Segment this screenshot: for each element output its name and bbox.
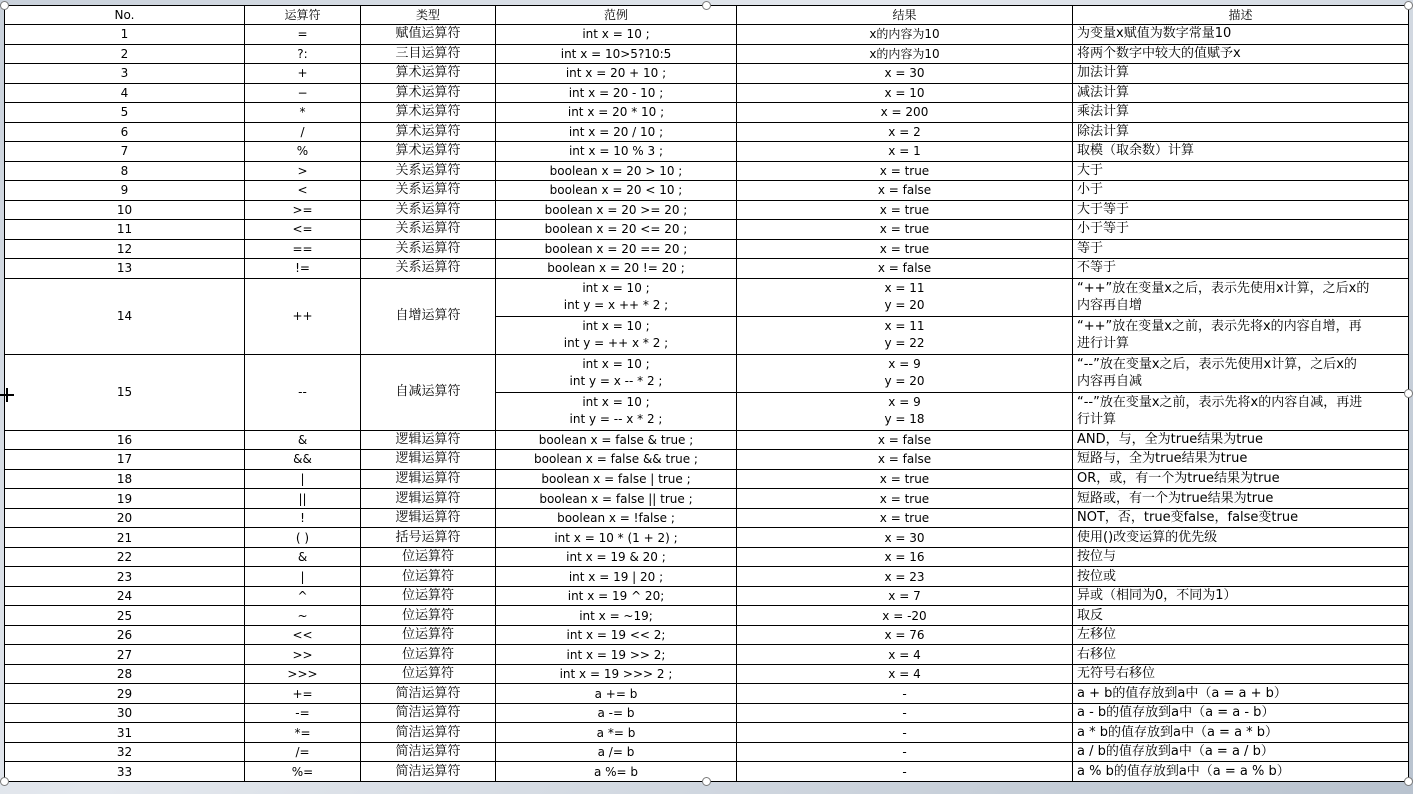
cell-result: - <box>737 723 1073 743</box>
example-line-1: int x = 10 ; <box>582 357 650 372</box>
cell-no: 27 <box>5 645 245 665</box>
cell-type: 关系运算符 <box>361 239 496 259</box>
cell-type: 简洁运算符 <box>361 762 496 782</box>
cell-example: boolean x = false || true ; <box>496 489 737 509</box>
cell-no: 12 <box>5 239 245 259</box>
header-type: 类型 <box>361 6 496 25</box>
cell-result: x = 16 <box>737 547 1073 567</box>
cell-example <box>496 354 737 392</box>
cell-no: 20 <box>5 508 245 528</box>
cell-result: - <box>737 684 1073 704</box>
cell-description: 将两个数字中较大的值赋予x <box>1073 44 1409 64</box>
move-cursor-icon <box>0 388 14 402</box>
header-example: 范例 <box>496 6 737 25</box>
cell-result: x = false <box>737 430 1073 450</box>
header-no: No. <box>5 6 245 25</box>
cell-description: 无符号右移位 <box>1073 664 1409 684</box>
cell-operator: /= <box>245 742 361 762</box>
table-row <box>5 220 1409 240</box>
table-row <box>5 645 1409 665</box>
desc-line-1: “++”放在变量x之前，表示先将x的内容自增，再 <box>1077 319 1362 335</box>
cell-description: OR，或，有一个为true结果为true <box>1073 469 1409 489</box>
cell-operator: >> <box>245 645 361 665</box>
cell-result: x = 4 <box>737 664 1073 684</box>
resize-handle-top-center[interactable] <box>702 1 711 10</box>
table-row <box>5 664 1409 684</box>
table-row-dec-a <box>5 354 1409 392</box>
resize-handle-bottom-right[interactable] <box>1404 777 1413 786</box>
table-row <box>5 44 1409 64</box>
cell-type: 逻辑运算符 <box>361 489 496 509</box>
table-row <box>5 606 1409 626</box>
cell-result: x = true <box>737 508 1073 528</box>
cell-operator: <= <box>245 220 361 240</box>
cell-type: 简洁运算符 <box>361 684 496 704</box>
result-line-1: x = 11 <box>884 281 925 296</box>
table-row <box>5 489 1409 509</box>
result-line-1: x = 11 <box>884 319 925 334</box>
cell-operator: && <box>245 450 361 470</box>
cell-result: x = 10 <box>737 83 1073 103</box>
cell-example: int x = 10>5?10:5 <box>496 44 737 64</box>
cell-operator: == <box>245 239 361 259</box>
cell-example: boolean x = 20 > 10 ; <box>496 161 737 181</box>
example-line-1: int x = 10 ; <box>582 281 650 296</box>
cell-example: int x = 19 ^ 20; <box>496 586 737 606</box>
cell-result: x = 23 <box>737 567 1073 587</box>
cell-no: 2 <box>5 44 245 64</box>
cell-example: int x = 10 ; <box>496 25 737 45</box>
cell-description: 右移位 <box>1073 645 1409 665</box>
cell-type: 关系运算符 <box>361 161 496 181</box>
cell-result: x = true <box>737 469 1073 489</box>
table-row <box>5 259 1409 279</box>
cell-operator: * <box>245 103 361 123</box>
cell-description: 左移位 <box>1073 625 1409 645</box>
cell-result: x = 30 <box>737 528 1073 548</box>
operator-table <box>4 5 1409 782</box>
cell-type: 自减运算符 <box>361 354 496 430</box>
example-line-2: int y = -- x * 2 ; <box>569 412 663 427</box>
resize-handle-top-left[interactable] <box>0 1 9 10</box>
resize-handle-top-right[interactable] <box>1404 1 1413 10</box>
cell-type: 自增运算符 <box>361 278 496 354</box>
cell-result: x = 2 <box>737 122 1073 142</box>
cell-example: a -= b <box>496 703 737 723</box>
cell-type: 简洁运算符 <box>361 723 496 743</box>
cell-type: 位运算符 <box>361 625 496 645</box>
cell-description: a % b的值存放到a中（a = a % b） <box>1073 762 1409 782</box>
cell-result: x = 4 <box>737 645 1073 665</box>
cell-no: 16 <box>5 430 245 450</box>
cell-example: int x = 19 << 2; <box>496 625 737 645</box>
cell-example: boolean x = 20 != 20 ; <box>496 259 737 279</box>
resize-handle-bottom-center[interactable] <box>702 777 711 786</box>
cell-example: int x = 19 >>> 2 ; <box>496 664 737 684</box>
header-operator: 运算符 <box>245 6 361 25</box>
cell-description: 除法计算 <box>1073 122 1409 142</box>
desc-line-1: “++”放在变量x之后，表示先使用x计算，之后x的 <box>1077 281 1370 297</box>
cell-result <box>737 392 1073 430</box>
cell-result: x = false <box>737 259 1073 279</box>
cell-description: 短路与，全为true结果为true <box>1073 450 1409 470</box>
cell-type: 赋值运算符 <box>361 25 496 45</box>
result-line-1: x = 9 <box>888 357 921 372</box>
table-row <box>5 181 1409 201</box>
table-row <box>5 469 1409 489</box>
desc-line-1: “--”放在变量x之前，表示先将x的内容自减，再进 <box>1077 395 1363 411</box>
cell-example: boolean x = 20 == 20 ; <box>496 239 737 259</box>
cell-type: 算术运算符 <box>361 83 496 103</box>
desc-line-2: 内容再自增 <box>1077 298 1143 314</box>
cell-type: 逻辑运算符 <box>361 469 496 489</box>
cell-no: 17 <box>5 450 245 470</box>
table-row <box>5 161 1409 181</box>
header-description: 描述 <box>1073 6 1409 25</box>
cell-example: int x = ~19; <box>496 606 737 626</box>
cell-type: 位运算符 <box>361 664 496 684</box>
cell-result: x = true <box>737 200 1073 220</box>
cell-operator: -- <box>245 354 361 430</box>
cell-type: 算术运算符 <box>361 103 496 123</box>
cell-operator: != <box>245 259 361 279</box>
cell-no: 23 <box>5 567 245 587</box>
cell-operator: *= <box>245 723 361 743</box>
cell-no: 28 <box>5 664 245 684</box>
cell-example: boolean x = false | true ; <box>496 469 737 489</box>
table-row <box>5 83 1409 103</box>
example-line-2: int y = x ++ * 2 ; <box>563 298 669 313</box>
cell-operator: − <box>245 83 361 103</box>
cell-operator: & <box>245 547 361 567</box>
cell-description: 为变量x赋值为数字常量10 <box>1073 25 1409 45</box>
cell-no: 6 <box>5 122 245 142</box>
cell-operator: >>> <box>245 664 361 684</box>
cell-no: 4 <box>5 83 245 103</box>
cell-description <box>1073 392 1409 430</box>
cell-result: x = 30 <box>737 64 1073 84</box>
cell-type: 括号运算符 <box>361 528 496 548</box>
cell-operator: += <box>245 684 361 704</box>
cell-result <box>737 278 1073 316</box>
cell-description: 短路或，有一个为true结果为true <box>1073 489 1409 509</box>
cell-result: x = -20 <box>737 606 1073 626</box>
cell-result: - <box>737 762 1073 782</box>
cell-result <box>737 316 1073 354</box>
cell-no: 11 <box>5 220 245 240</box>
cell-operator: | <box>245 469 361 489</box>
cell-type: 位运算符 <box>361 567 496 587</box>
cell-type: 关系运算符 <box>361 200 496 220</box>
cell-no: 14 <box>5 278 245 354</box>
desc-line-2: 行计算 <box>1077 412 1117 428</box>
table-row <box>5 200 1409 220</box>
result-line-2: y = 18 <box>884 412 925 427</box>
cell-operator: ( ) <box>245 528 361 548</box>
cell-description: 使用()改变运算的优先级 <box>1073 528 1409 548</box>
result-line-2: y = 22 <box>884 336 925 351</box>
cell-type: 逻辑运算符 <box>361 430 496 450</box>
cell-operator: ~ <box>245 606 361 626</box>
cell-operator: / <box>245 122 361 142</box>
resize-handle-middle-right[interactable] <box>1404 389 1413 398</box>
operator-table-sheet[interactable] <box>4 5 1408 782</box>
desc-line-2: 内容再自减 <box>1077 374 1143 390</box>
cell-description: a * b的值存放到a中（a = a * b） <box>1073 723 1409 743</box>
cell-operator: >= <box>245 200 361 220</box>
cell-type: 位运算符 <box>361 586 496 606</box>
cell-type: 关系运算符 <box>361 181 496 201</box>
result-line-1: x = 9 <box>888 395 921 410</box>
cell-operator: < <box>245 181 361 201</box>
cell-example: boolean x = 20 >= 20 ; <box>496 200 737 220</box>
cell-example: int x = 20 * 10 ; <box>496 103 737 123</box>
table-row <box>5 122 1409 142</box>
cell-operator: | <box>245 567 361 587</box>
cell-example: int x = 20 + 10 ; <box>496 64 737 84</box>
table-row <box>5 142 1409 162</box>
table-row <box>5 567 1409 587</box>
cell-type: 三目运算符 <box>361 44 496 64</box>
cell-description: 取模（取余数）计算 <box>1073 142 1409 162</box>
cell-example <box>496 392 737 430</box>
cell-result: x = true <box>737 161 1073 181</box>
cell-operator: & <box>245 430 361 450</box>
cell-result: x的内容为10 <box>737 44 1073 64</box>
cell-result: x的内容为10 <box>737 25 1073 45</box>
cell-result: x = 1 <box>737 142 1073 162</box>
cell-example: boolean x = 20 <= 20 ; <box>496 220 737 240</box>
cell-result: - <box>737 703 1073 723</box>
example-line-1: int x = 10 ; <box>582 319 650 334</box>
table-row <box>5 239 1409 259</box>
cell-description: 小于 <box>1073 181 1409 201</box>
table-row <box>5 430 1409 450</box>
cell-example <box>496 278 737 316</box>
cell-operator: % <box>245 142 361 162</box>
cell-description: 小于等于 <box>1073 220 1409 240</box>
cell-operator: -= <box>245 703 361 723</box>
cell-type: 简洁运算符 <box>361 703 496 723</box>
cell-example: boolean x = 20 < 10 ; <box>496 181 737 201</box>
cell-no: 30 <box>5 703 245 723</box>
cell-operator: ! <box>245 508 361 528</box>
cell-result: x = 76 <box>737 625 1073 645</box>
cell-description: 不等于 <box>1073 259 1409 279</box>
result-line-2: y = 20 <box>884 298 925 313</box>
cell-type: 关系运算符 <box>361 220 496 240</box>
desc-line-2: 进行计算 <box>1077 336 1130 352</box>
table-row <box>5 586 1409 606</box>
cell-no: 26 <box>5 625 245 645</box>
cell-example: a += b <box>496 684 737 704</box>
table-row <box>5 547 1409 567</box>
table-row <box>5 450 1409 470</box>
cell-no: 19 <box>5 489 245 509</box>
cell-description <box>1073 278 1409 316</box>
cell-type: 位运算符 <box>361 645 496 665</box>
cell-description: 减法计算 <box>1073 83 1409 103</box>
cell-operator: = <box>245 25 361 45</box>
table-row <box>5 528 1409 548</box>
cell-type: 位运算符 <box>361 606 496 626</box>
cell-example: int x = 20 / 10 ; <box>496 122 737 142</box>
cell-no: 10 <box>5 200 245 220</box>
cell-description: 按位或 <box>1073 567 1409 587</box>
cell-description <box>1073 316 1409 354</box>
cell-description: 乘法计算 <box>1073 103 1409 123</box>
cell-description: 大于 <box>1073 161 1409 181</box>
cell-no: 5 <box>5 103 245 123</box>
cell-no: 18 <box>5 469 245 489</box>
cell-description: 大于等于 <box>1073 200 1409 220</box>
cell-type: 逻辑运算符 <box>361 450 496 470</box>
cell-example: int x = 19 >> 2; <box>496 645 737 665</box>
example-line-1: int x = 10 ; <box>582 395 650 410</box>
cell-description: a - b的值存放到a中（a = a - b） <box>1073 703 1409 723</box>
cell-description: 按位与 <box>1073 547 1409 567</box>
cell-result: x = true <box>737 239 1073 259</box>
cell-example: a /= b <box>496 742 737 762</box>
cell-no: 7 <box>5 142 245 162</box>
cell-example: int x = 20 - 10 ; <box>496 83 737 103</box>
cell-description: NOT，否，true变false，false变true <box>1073 508 1409 528</box>
cell-operator: ^ <box>245 586 361 606</box>
desc-line-1: “--”放在变量x之后，表示先使用x计算，之后x的 <box>1077 357 1357 373</box>
cell-result: - <box>737 742 1073 762</box>
cell-type: 关系运算符 <box>361 259 496 279</box>
cell-result: x = true <box>737 220 1073 240</box>
cell-no: 22 <box>5 547 245 567</box>
table-row-inc-a <box>5 278 1409 316</box>
result-line-2: y = 20 <box>884 374 925 389</box>
cell-operator: << <box>245 625 361 645</box>
cell-no: 13 <box>5 259 245 279</box>
cell-example: a *= b <box>496 723 737 743</box>
cell-result: x = true <box>737 489 1073 509</box>
cell-description: 等于 <box>1073 239 1409 259</box>
cell-no: 31 <box>5 723 245 743</box>
cell-no: 3 <box>5 64 245 84</box>
cell-result: x = false <box>737 450 1073 470</box>
table-row <box>5 25 1409 45</box>
cell-example: int x = 10 * (1 + 2) ; <box>496 528 737 548</box>
cell-description: AND，与，全为true结果为true <box>1073 430 1409 450</box>
table-row <box>5 64 1409 84</box>
cell-no: 24 <box>5 586 245 606</box>
cell-operator: || <box>245 489 361 509</box>
example-line-2: int y = ++ x * 2 ; <box>563 336 669 351</box>
cell-operator: %= <box>245 762 361 782</box>
example-line-2: int y = x -- * 2 ; <box>569 374 663 389</box>
cell-operator: + <box>245 64 361 84</box>
cell-description: 加法计算 <box>1073 64 1409 84</box>
cell-description: 取反 <box>1073 606 1409 626</box>
cell-no: 32 <box>5 742 245 762</box>
cell-example: int x = 19 | 20 ; <box>496 567 737 587</box>
cell-no: 1 <box>5 25 245 45</box>
table-row <box>5 103 1409 123</box>
cell-result <box>737 354 1073 392</box>
cell-no: 25 <box>5 606 245 626</box>
cell-result: x = 200 <box>737 103 1073 123</box>
cell-type: 算术运算符 <box>361 122 496 142</box>
table-row <box>5 684 1409 704</box>
resize-handle-bottom-left[interactable] <box>0 777 9 786</box>
cell-example <box>496 316 737 354</box>
cell-description <box>1073 354 1409 392</box>
cell-description: a / b的值存放到a中（a = a / b） <box>1073 742 1409 762</box>
cell-description: 异或（相同为0，不同为1） <box>1073 586 1409 606</box>
cell-no: 29 <box>5 684 245 704</box>
cell-no: 8 <box>5 161 245 181</box>
cell-no: 9 <box>5 181 245 201</box>
cell-example: boolean x = !false ; <box>496 508 737 528</box>
cell-result: x = 7 <box>737 586 1073 606</box>
table-row <box>5 723 1409 743</box>
cell-no: 33 <box>5 762 245 782</box>
table-row <box>5 703 1409 723</box>
cell-no: 15 <box>5 354 245 430</box>
table-row <box>5 508 1409 528</box>
cell-type: 简洁运算符 <box>361 742 496 762</box>
cell-example: int x = 10 % 3 ; <box>496 142 737 162</box>
cell-example: a %= b <box>496 762 737 782</box>
cell-description: a + b的值存放到a中（a = a + b） <box>1073 684 1409 704</box>
cell-operator: > <box>245 161 361 181</box>
cell-type: 算术运算符 <box>361 142 496 162</box>
header-result: 结果 <box>737 6 1073 25</box>
cell-operator: ?: <box>245 44 361 64</box>
cell-operator: ++ <box>245 278 361 354</box>
table-row <box>5 625 1409 645</box>
cell-no: 21 <box>5 528 245 548</box>
cell-type: 位运算符 <box>361 547 496 567</box>
table-row <box>5 742 1409 762</box>
cell-example: boolean x = false & true ; <box>496 430 737 450</box>
cell-result: x = false <box>737 181 1073 201</box>
cell-type: 逻辑运算符 <box>361 508 496 528</box>
cell-example: boolean x = false && true ; <box>496 450 737 470</box>
cell-example: int x = 19 & 20 ; <box>496 547 737 567</box>
cell-type: 算术运算符 <box>361 64 496 84</box>
